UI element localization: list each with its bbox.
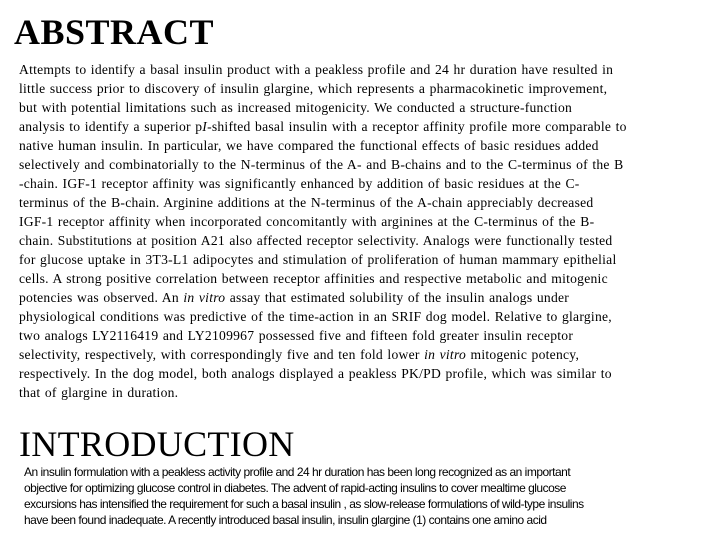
abstract-line: native human insulin. In particular, we have compared the functional effects of basic residues added	[19, 138, 599, 154]
abstract-line: Attempts to identify a basal insulin product with a peakless profile and 24 hr duration have resulted in	[19, 62, 614, 77]
introduction-line: excursions has intensified the requirement for such a basal insulin , as slow-release formulations of wild-type insulins	[24, 497, 584, 511]
abstract-line: for glucose uptake in 3T3-L1 adipocytes and stimulation of proliferation of human mammary epithelial	[19, 252, 617, 268]
abstract-line: little success prior to discovery of insulin glargine, which represents a pharmacokinetic improvement,	[19, 81, 608, 97]
abstract-line: chain. Substitutions at position A21 also affected receptor selectivity. Analogs were functionally tested	[19, 233, 613, 249]
abstract-line: but with potential limitations such as increased mitogenicity. We conducted a structure-function	[19, 100, 573, 116]
abstract-line: -chain. IGF-1 receptor affinity was significantly enhanced by addition of basic residues at the C-	[19, 176, 580, 192]
abstract-line: cells. A strong positive correlation between receptor affinities and respective metabolic and mitogenic	[19, 271, 608, 287]
abstract-line: analysis to identify a superior pI-shifted basal insulin with a receptor affinity profile more comparable to	[19, 119, 627, 135]
introduction-body	[24, 464, 714, 528]
introduction-line: have been found inadequate. A recently introduced basal insulin, insulin glargine (1) contains one amino acid	[24, 513, 547, 527]
abstract-line: IGF-1 receptor affinity when incorporated concomitantly with arginines at the C-terminus of the B-	[19, 214, 595, 230]
introduction-heading: INTRODUCTION	[19, 424, 295, 464]
italic-term: in vitro	[424, 347, 467, 363]
italic-term: in vitro	[183, 290, 226, 306]
introduction-line: An insulin formulation with a peakless activity profile and 24 hr duration has been long recognized as an important	[24, 465, 571, 479]
italic-term: I	[202, 119, 208, 135]
abstract-body	[19, 60, 719, 402]
abstract-line: that of glargine in duration.	[19, 385, 179, 401]
introduction-line: objective for optimizing glucose control in diabetes. The advent of rapid-acting insulins to cover mealtime glucose	[24, 481, 566, 495]
abstract-line: selectivity, respectively, with correspondingly five and ten fold lower in vitro mitogenic potency,	[19, 347, 580, 363]
abstract-heading: ABSTRACT	[14, 12, 215, 52]
abstract-line: physiological conditions was predictive of the time-action in an SRIF dog model. Relative to glargine,	[19, 309, 612, 325]
abstract-line: respectively. In the dog model, both analogs displayed a peakless PK/PD profile, which was similar to	[19, 366, 612, 382]
abstract-line: terminus of the B-chain. Arginine additions at the N-terminus of the A-chain appreciably decreased	[19, 195, 594, 211]
abstract-line: two analogs LY2116419 and LY2109967 possessed five and fifteen fold greater insulin receptor	[19, 328, 574, 344]
abstract-line: selectively and combinatorially to the N-terminus of the A- and B-chains and to the C-terminus of the B	[19, 157, 624, 173]
abstract-line: potencies was observed. An in vitro assay that estimated solubility of the insulin analogs under	[19, 290, 570, 306]
